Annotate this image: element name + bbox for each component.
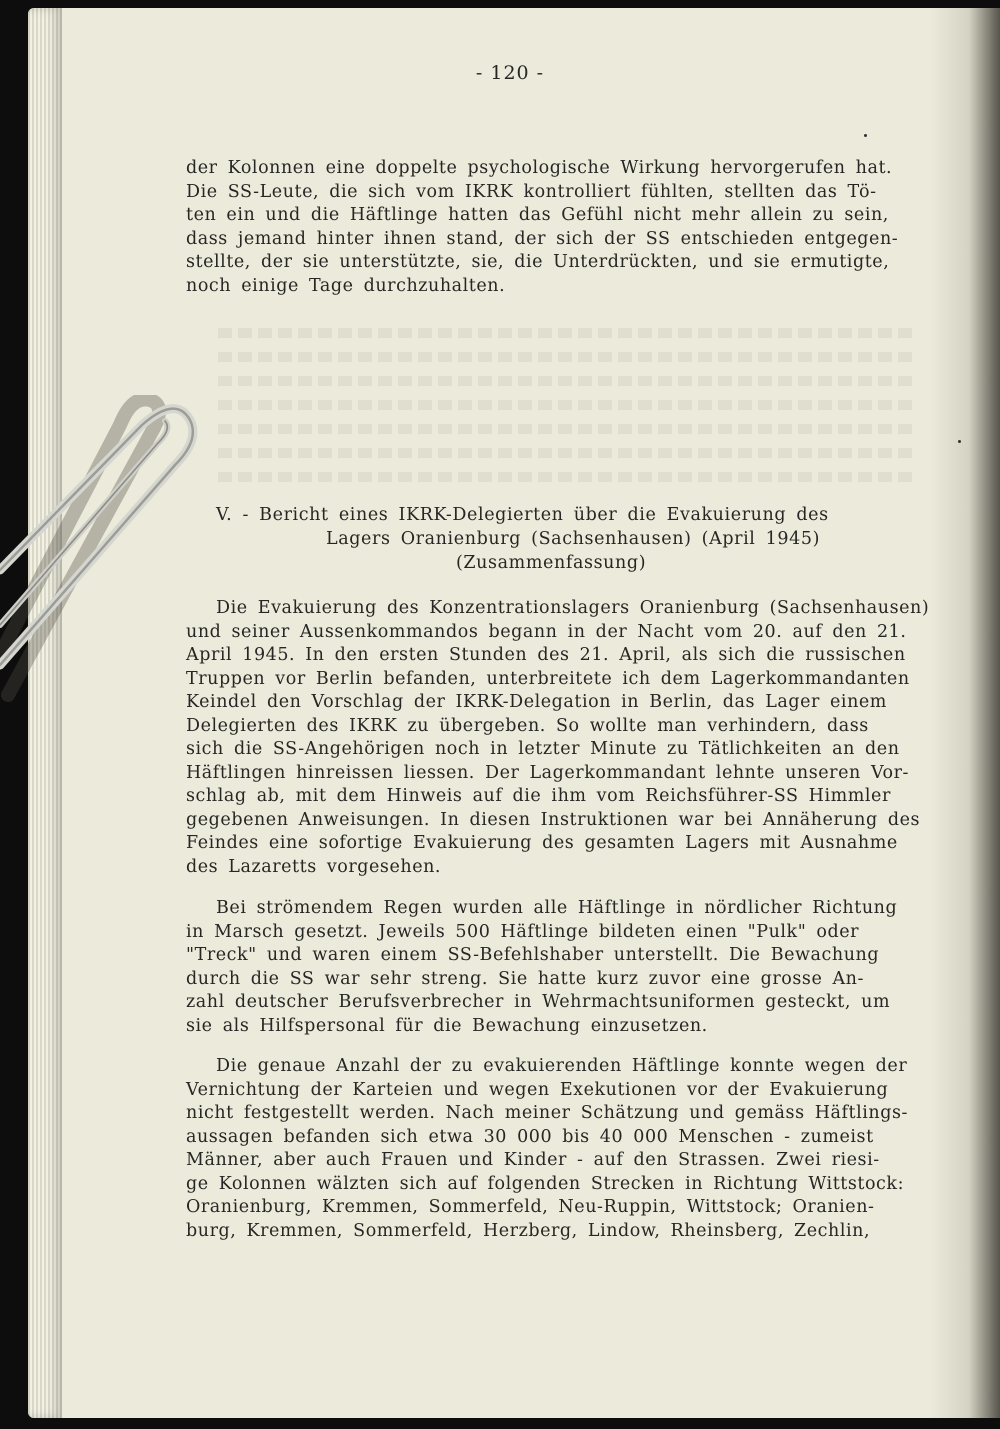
text-line: ge Kolonnen wälzten sich auf folgenden Strecken in Richtung Wittstock: — [186, 1173, 905, 1194]
text-line: noch einige Tage durchzuhalten. — [186, 275, 506, 296]
text-line: Die SS-Leute, die sich vom IKRK kontrolliert fühlten, stellten das Tö- — [186, 181, 877, 202]
text-line: Die genaue Anzahl der zu evakuierenden Häftlinge konnte wegen der — [216, 1056, 908, 1076]
text-line: Keindel den Vorschlag der IKRK-Delegation in Berlin, das Lager einem — [186, 692, 887, 712]
text-line: Feindes eine sofortige Evakuierung des gesamten Lagers mit Ausnahme — [186, 833, 898, 853]
heading-line: V. - Bericht eines IKRK-Delegierten über die Evakuierung des — [216, 505, 829, 525]
text-line: burg, Kremmen, Sommerfeld, Herzberg, Lindow, Rheinsberg, Zechlin, — [186, 1220, 871, 1241]
text-line: Delegierten des IKRK zu übergeben. So wollte man verhindern, dass — [186, 715, 869, 736]
text-line: stellte, der sie unterstützte, sie, die Unterdrückten, und sie ermutigte, — [186, 252, 890, 272]
text-line: Truppen vor Berlin befanden, unterbreitete ich dem Lagerkommandanten — [186, 668, 910, 689]
paragraph-2 — [186, 897, 976, 1038]
text-line: April 1945. In den ersten Stunden des 21. April, als sich die russischen — [186, 645, 906, 665]
paragraph-1 — [186, 597, 976, 879]
ink-speck — [958, 440, 961, 443]
text-line: ten ein und die Häftlinge hatten das Gefühl nicht mehr allein zu sein, — [186, 205, 889, 225]
text-line: Vernichtung der Karteien und wegen Exekutionen vor der Evakuierung — [186, 1079, 889, 1100]
text-line: "Treck" und waren einem SS-Befehlshaber unterstellt. Die Bewachung — [186, 945, 880, 965]
section-heading — [216, 503, 976, 575]
ink-speck — [864, 134, 867, 137]
text-line: und seiner Aussenkommandos begann in der Nacht vom 20. auf den 21. — [186, 621, 907, 642]
text-line: des Lazaretts vorgesehen. — [186, 856, 442, 877]
text-line: sich die SS-Angehörigen noch in letzter Minute zu Tätlichkeiten an den — [186, 739, 900, 759]
heading-line: Lagers Oranienburg (Sachsenhausen) (April 1945) — [326, 529, 821, 549]
text-line: Oranienburg, Kremmen, Sommerfeld, Neu-Ruppin, Wittstock; Oranien- — [186, 1197, 875, 1217]
page-number: - 120 - — [475, 62, 545, 84]
text-line: Bei strömendem Regen wurden alle Häftlinge in nördlicher Richtung — [216, 898, 898, 918]
paragraph-top — [186, 157, 976, 298]
heading-subtitle: (Zusammenfassung) — [456, 553, 647, 573]
text-line: in Marsch gesetzt. Jeweils 500 Häftlinge bildeten einen "Pulk" oder — [186, 921, 860, 942]
text-line: sie als Hilfspersonal für die Bewachung einzusetzen. — [186, 1015, 708, 1036]
text-line: Häftlingen hinreissen liessen. Der Lagerkommandant lehnte unseren Vor- — [186, 762, 909, 783]
text-line: zahl deutscher Berufsverbrecher in Wehrmachtsuniformen gesteckt, um — [186, 992, 891, 1012]
text-line: nicht festgestellt werden. Nach meiner Schätzung und gemäss Häftlings- — [186, 1103, 908, 1123]
text-line: der Kolonnen eine doppelte psychologische Wirkung hervorgerufen hat. — [186, 158, 893, 178]
paper-clip — [0, 395, 200, 755]
text-line: Männer, aber auch Frauen und Kinder - auf den Strassen. Zwei riesi- — [186, 1150, 880, 1170]
text-line: aussagen befanden sich etwa 30 000 bis 40 000 Menschen - zumeist — [186, 1126, 874, 1147]
text-line: schlag ab, mit dem Hinweis auf die ihm vom Reichsführer-SS Himmler — [186, 786, 891, 806]
text-line: dass jemand hinter ihnen stand, der sich der SS entschieden entgegen- — [186, 228, 899, 249]
text-line: durch die SS war sehr streng. Sie hatte kurz zuvor eine grosse An- — [186, 968, 864, 989]
text-line: Die Evakuierung des Konzentrationslagers Oranienburg (Sachsenhausen) — [216, 598, 930, 618]
paragraph-3 — [186, 1055, 976, 1243]
text-line: gegebenen Anweisungen. In diesen Instruktionen war bei Annäherung des — [186, 809, 921, 830]
